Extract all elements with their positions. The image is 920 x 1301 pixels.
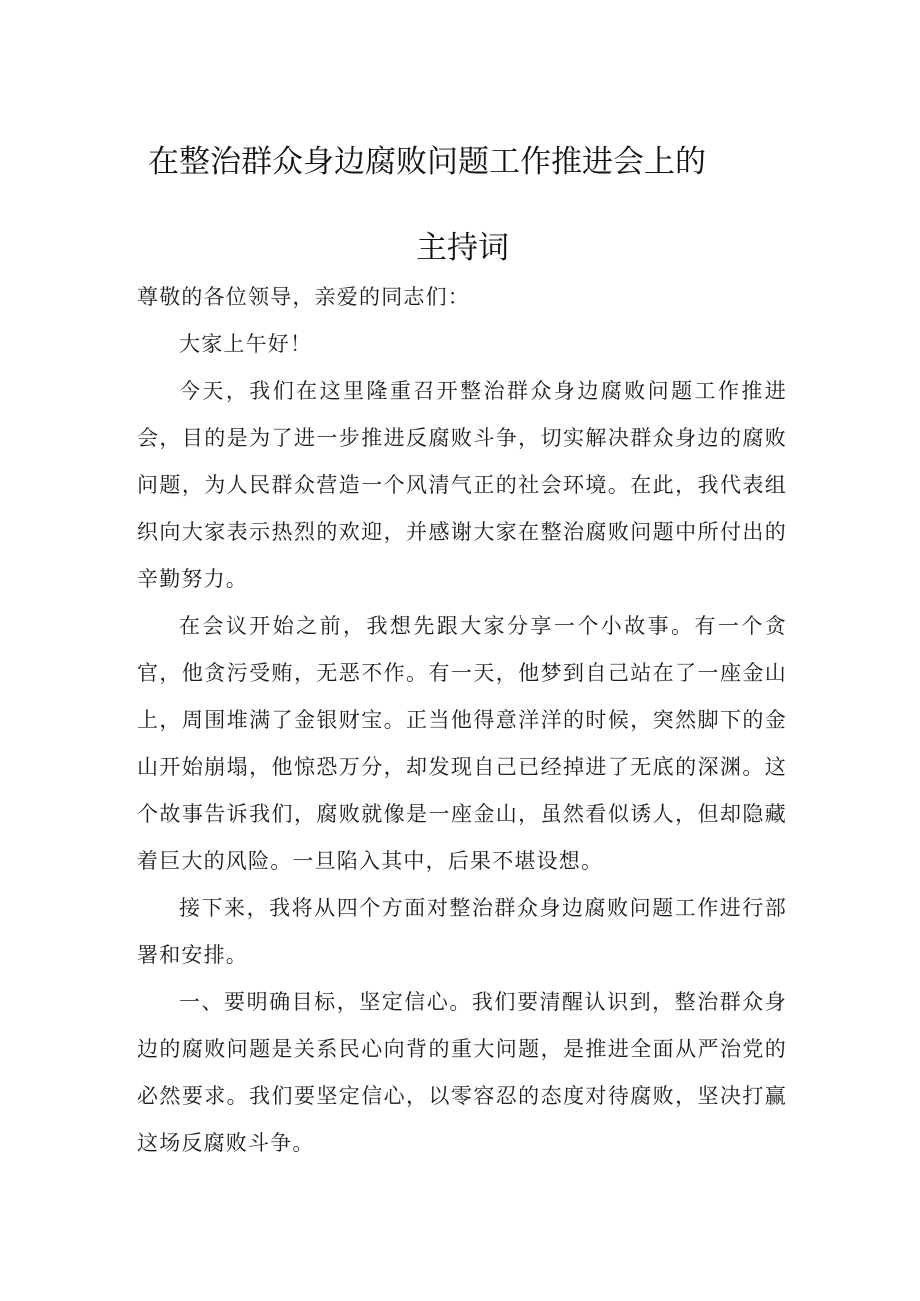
salutation: 尊敬的各位领导，亲爱的同志们： bbox=[137, 285, 470, 309]
agenda-paragraph: 接下来，我将从四个方面对整治群众身边腐败问题工作进行部署和安排。 bbox=[137, 896, 787, 967]
greeting-paragraph: 大家上午好！ bbox=[179, 332, 313, 356]
document-title-line-1: 在整治群众身边腐败问题工作推进会上的 bbox=[148, 144, 706, 180]
opening-paragraph: 今天，我们在这里隆重召开整治群众身边腐败问题工作推进会，目的是为了进一步推进反腐败斗争，切实解决群众身边的腐败问题，为人民群众营造一个风清气正的社会环境。在此，我代表组织向大家表示热烈的欢迎，并感谢大家在整治腐败问题中所付出的辛勤努力。 bbox=[137, 379, 787, 591]
document-title-line-2: 主持词 bbox=[416, 230, 509, 266]
document-body bbox=[137, 274, 787, 1167]
point-one-paragraph: 一、要明确目标，坚定信心。我们要清醒认识到，整治群众身边的腐败问题是关系民心向背的重大问题，是推进全面从严治党的必然要求。我们要坚定信心，以零容忍的态度对待腐败，坚决打赢这场反腐败斗争。 bbox=[137, 990, 787, 1155]
story-paragraph: 在会议开始之前，我想先跟大家分享一个小故事。有一个贪官，他贪污受贿，无恶不作。有一天，他梦到自己站在了一座金山上，周围堆满了金银财宝。正当他得意洋洋的时候，突然脚下的金山开始崩塌，他惊恐万分，却发现自己已经掉进了无底的深渊。这个故事告诉我们，腐败就像是一座金山，虽然看似诱人，但却隐藏着巨大的风险。一旦陷入其中，后果不堪设想。 bbox=[137, 614, 787, 873]
